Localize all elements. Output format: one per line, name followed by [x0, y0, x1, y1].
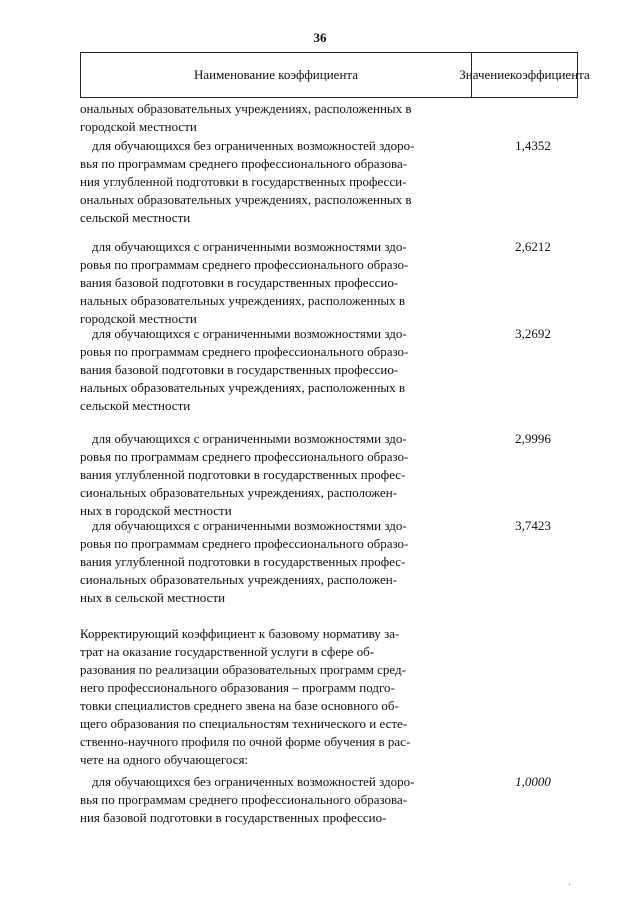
- row-line: вания базовой подготовки в государственных профессио-: [80, 275, 399, 290]
- row-line: вья по программам среднего профессионального образова-: [80, 792, 408, 807]
- row-description: [80, 430, 467, 520]
- row-line: вания углубленной подготовки в государственных профес-: [80, 554, 406, 569]
- row-line: вья по программам среднего профессионального образова-: [80, 156, 408, 171]
- row-line: для обучающихся без ограниченных возможностей здоро-: [92, 774, 415, 789]
- row-line: него профессионального образования – программ подго-: [80, 680, 395, 695]
- table-header: [80, 52, 590, 98]
- row-value: 1,4352: [515, 138, 551, 153]
- row-description: [80, 137, 467, 227]
- row-line: вания углубленной подготовки в государственных профес-: [80, 467, 406, 482]
- row-line: для обучающихся с ограниченными возможностями здо-: [92, 326, 407, 341]
- row-line: ных в городской местности: [80, 503, 232, 518]
- row-line: сиональных образовательных учреждениях, расположен-: [80, 572, 398, 587]
- row-line: щего образования по специальностям технического и есте-: [80, 716, 408, 731]
- row-line: сиональных образовательных учреждениях, расположен-: [80, 485, 398, 500]
- row-description: [80, 625, 467, 769]
- row-line: ональных образовательных учреждениях, расположенных в: [80, 101, 412, 116]
- row-line: сельской местности: [80, 210, 191, 225]
- row-line: товки специалистов среднего звена на базе основного об-: [80, 698, 399, 713]
- row-line: ния базовой подготовки в государственных профессио-: [80, 810, 387, 825]
- row-line: для обучающихся с ограниченными возможностями здо-: [92, 431, 407, 446]
- row-line: разования по реализации образовательных программ сред-: [80, 662, 406, 677]
- row-line: ровья по программам среднего профессионального образо-: [80, 257, 409, 272]
- row-line: городской местности: [80, 119, 197, 134]
- row-line: для обучающихся без ограниченных возможностей здоро-: [92, 138, 415, 153]
- column-header-value: [459, 53, 590, 97]
- row-line: для обучающихся с ограниченными возможностями здо-: [92, 239, 407, 254]
- row-value: 1,0000: [515, 774, 551, 789]
- row-value: 2,6212: [515, 239, 551, 254]
- scan-speck: ·: [568, 880, 572, 891]
- row-description: [80, 517, 467, 607]
- row-value: 3,7423: [515, 518, 551, 533]
- row-description: [80, 100, 467, 136]
- row-line: ровья по программам среднего профессионального образо-: [80, 449, 409, 464]
- row-line: чете на одного обучающегося:: [80, 752, 249, 767]
- row-description: [80, 238, 467, 328]
- row-description: [80, 773, 467, 827]
- row-line: ональных образовательных учреждениях, расположенных в: [80, 192, 412, 207]
- row-line: трат на оказание государственной услуги в сфере об-: [80, 644, 375, 659]
- column-header-value-line-2: коэффициента: [509, 67, 590, 82]
- row-line: Корректирующий коэффициент к базовому нормативу за-: [80, 626, 400, 641]
- row-line: сельской местности: [80, 398, 191, 413]
- page-number: 36: [313, 30, 327, 45]
- row-line: вания базовой подготовки в государственных профессио-: [80, 362, 399, 377]
- row-line: ственно-научного профиля по очной форме обучения в рас-: [80, 734, 411, 749]
- row-description: [80, 325, 467, 415]
- column-header-value-line-1: Значение: [459, 67, 510, 82]
- row-value: 2,9996: [515, 431, 551, 446]
- row-line: городской местности: [80, 311, 197, 326]
- row-line: ных в сельской местности: [80, 590, 226, 605]
- row-value: 3,2692: [515, 326, 551, 341]
- row-line: ния углубленной подготовки в государственных професси-: [80, 174, 407, 189]
- column-header-name: Наименование коэффициента: [81, 53, 472, 97]
- row-line: ровья по программам среднего профессионального образо-: [80, 344, 409, 359]
- row-line: для обучающихся с ограниченными возможностями здо-: [92, 518, 407, 533]
- row-line: нальных образовательных учреждениях, расположенных в: [80, 293, 406, 308]
- row-line: ровья по программам среднего профессионального образо-: [80, 536, 409, 551]
- row-line: нальных образовательных учреждениях, расположенных в: [80, 380, 406, 395]
